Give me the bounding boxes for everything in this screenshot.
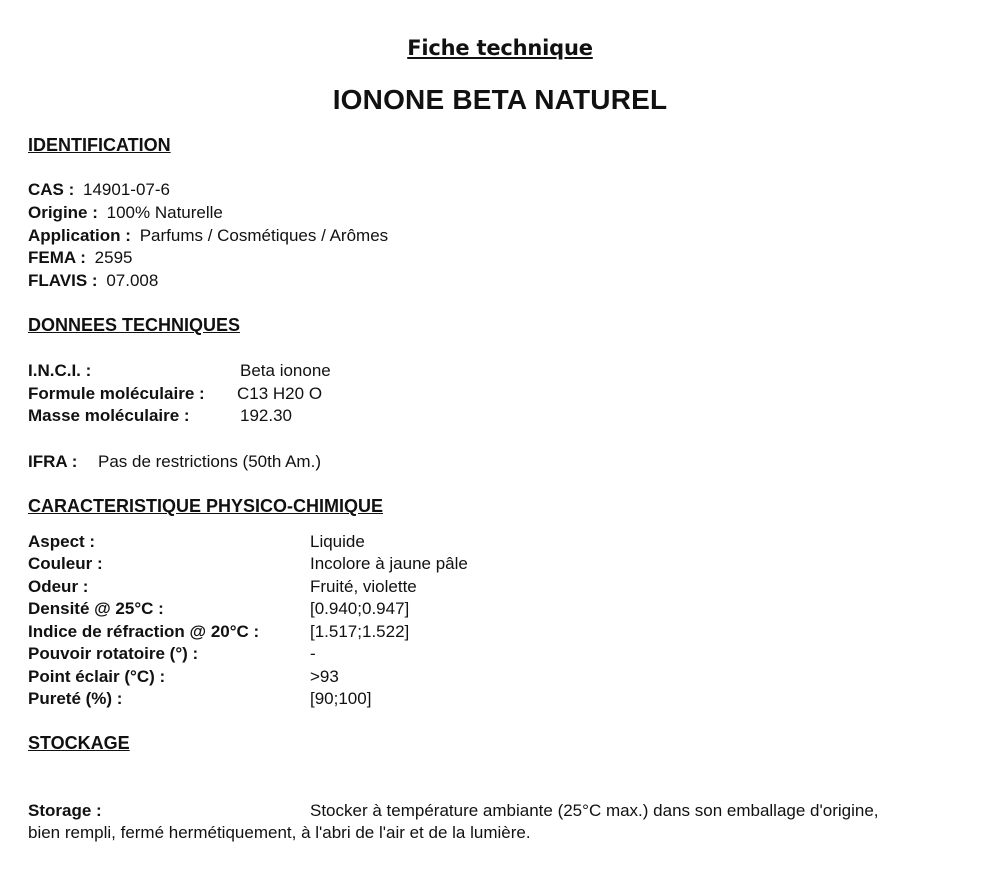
field-value: 100% Naturelle: [106, 203, 223, 222]
storage-value-continuation: bien rempli, fermé hermétiquement, à l'abri de l'air et de la lumière.: [28, 823, 531, 842]
field-label: CAS :: [28, 180, 75, 199]
document-kicker: Fiche technique: [407, 36, 593, 60]
section-heading-physico: CARACTERISTIQUE PHYSICO-CHIMIQUE: [28, 496, 384, 516]
physico-row-purete: [28, 688, 372, 710]
field-value: Liquide: [310, 532, 365, 551]
identification-row-application: [28, 225, 388, 247]
section-heading-technical: DONNEES TECHNIQUES: [28, 315, 241, 335]
field-value: 2595: [94, 248, 133, 267]
field-label: Masse moléculaire :: [28, 406, 190, 425]
identification-row-cas: [28, 179, 170, 201]
technical-row-inci: [28, 360, 331, 382]
physico-row-rotatoire: [28, 643, 316, 665]
section-heading-storage: STOCKAGE: [28, 733, 130, 753]
field-label: I.N.C.I. :: [28, 361, 92, 380]
physico-row-refraction: [28, 621, 410, 643]
technical-row-ifra: [28, 451, 321, 473]
field-label: FEMA :: [28, 248, 86, 267]
field-value: Stocker à température ambiante (25°C max.) dans son emballage d'origine,: [310, 801, 879, 820]
field-label: Application :: [28, 226, 131, 245]
field-label: Pureté (%) :: [28, 689, 123, 708]
field-label: Indice de réfraction @ 20°C :: [28, 622, 260, 641]
field-value: -: [310, 644, 316, 663]
field-label: Point éclair (°C) :: [28, 667, 166, 686]
field-label: Odeur :: [28, 577, 89, 596]
field-label: Aspect :: [28, 532, 96, 551]
field-label: Origine :: [28, 203, 98, 222]
physico-row-aspect: [28, 531, 365, 553]
field-value: Pas de restrictions (50th Am.): [98, 452, 321, 471]
physico-row-odeur: [28, 576, 417, 598]
identification-row-flavis: [28, 270, 158, 292]
field-value: Fruité, violette: [310, 577, 417, 596]
field-value: Parfums / Cosmétiques / Arômes: [139, 226, 389, 245]
field-value: C13 H20 O: [237, 384, 323, 403]
technical-row-formula: [28, 383, 323, 405]
field-label: Densité @ 25°C :: [28, 599, 164, 618]
field-label: Storage :: [28, 801, 102, 820]
field-value: [1.517;1.522]: [310, 622, 410, 641]
field-label: FLAVIS :: [28, 271, 98, 290]
document-title: IONONE BETA NATUREL: [332, 84, 668, 115]
field-value: [90;100]: [310, 689, 372, 708]
field-label: IFRA :: [28, 452, 78, 471]
field-value: >93: [310, 667, 339, 686]
field-value: 07.008: [106, 271, 159, 290]
section-heading-identification: IDENTIFICATION: [28, 135, 171, 155]
physico-row-densite: [28, 598, 410, 620]
field-value: Incolore à jaune pâle: [310, 554, 468, 573]
physico-row-eclair: [28, 666, 339, 688]
storage-row: [28, 800, 879, 822]
field-value: 192.30: [240, 406, 292, 425]
field-value: [0.940;0.947]: [310, 599, 410, 618]
field-label: Couleur :: [28, 554, 103, 573]
field-value: Beta ionone: [240, 361, 331, 380]
identification-row-origine: [28, 202, 223, 224]
technical-row-mass: [28, 405, 292, 427]
field-value: 14901-07-6: [83, 180, 170, 199]
field-label: Pouvoir rotatoire (°) :: [28, 644, 199, 663]
field-label: Formule moléculaire :: [28, 384, 205, 403]
identification-row-fema: [28, 247, 132, 269]
physico-row-couleur: [28, 553, 468, 575]
